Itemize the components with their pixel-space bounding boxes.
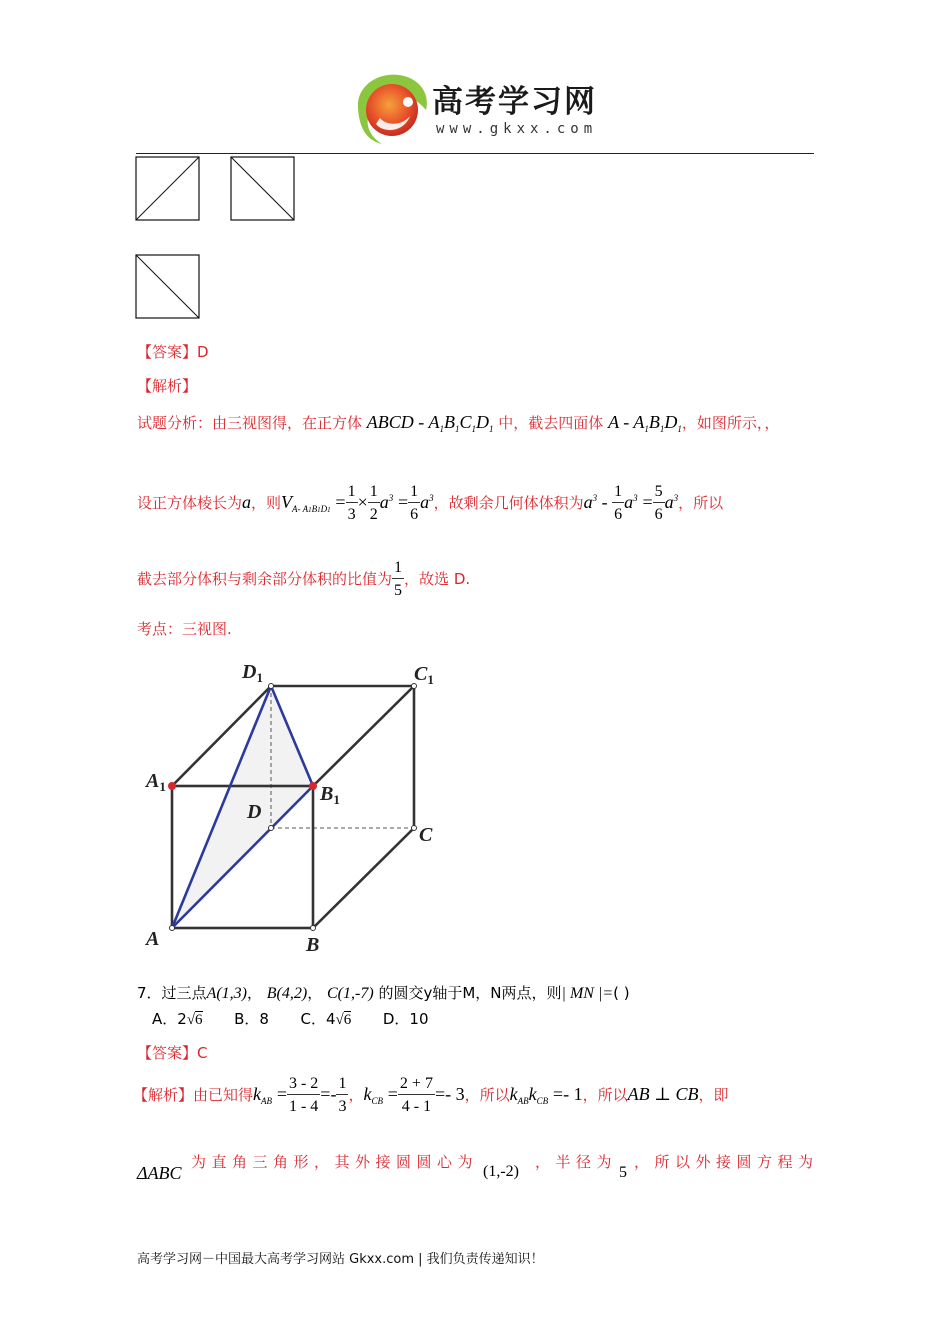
analysis-text: ，如图所示，， [681,414,780,432]
question-text: M，N [462,984,502,1002]
answer-value: C [197,1044,208,1062]
triangle-abc: ΔABC [137,1163,182,1183]
point-b1 [309,782,317,790]
analysis-text: 截去部分体积与剩余部分体积的比值为 [137,570,393,588]
analysis-7-line-1: 【解析】由已知得$k_{AB}$ = $\frac{3 - 2}{1 - 4}$ =- $\frac{1}{3}$ ，$k_{CB}$ = $\frac{2 + 7}{4 - 1}$ =- 3，所以$k_{AB}k_{CB} =- 1$，所以AB ⊥ CB，即 [133,1075,729,1115]
tetra-name: A - $A_1B_1D_1$ [608,412,682,434]
answer-label: 【答案】 [137,343,198,361]
footer-text: 高考学习网－中国最大高考学习网站 Gkxx.com | 我们负责传递知识！ [137,1252,544,1267]
header-logo [346,66,616,152]
analysis-text: 设正方体棱长为 [137,494,243,512]
analysis-text: ，所以 [678,494,724,512]
three-view-front [135,156,201,222]
point-a1 [168,782,176,790]
circle-radius: 5 [619,1164,627,1181]
option-b: B．8 [234,1010,269,1028]
cube-figure [130,655,460,960]
label-d: D [247,801,262,823]
label-c: C [419,824,433,846]
analysis-text: ，所以 [464,1086,510,1104]
analysis-7-line-2b [535,1151,617,1172]
circle-center: (1,-2) [483,1163,519,1180]
logo-title: 高考学习网 [432,84,597,120]
three-view-side [230,156,296,222]
analysis-text: 试题分析：由三视图得，在正方体 [137,414,363,432]
kaodian: 考点：三视图. [137,620,232,638]
point-c-coord: C(1,-7) [327,985,374,1002]
mn-expression: | MN |= [561,985,614,1002]
analysis-text: ，即 [698,1086,729,1104]
question-number: 7． [137,984,162,1002]
answer-value: D [197,343,209,361]
header-rule [136,153,814,154]
option-d: D．10 [382,1010,429,1028]
analysis-label: 【解析】 [137,377,198,395]
three-view-top [135,254,201,320]
analysis-7-line-2 [191,1151,478,1172]
label-c1: $C_1$ [414,663,434,687]
point-a-coord: A(1,3) [206,985,247,1002]
label-d1: $D_1$ [242,661,263,685]
analysis-text: D. [453,570,471,588]
point-b-coord: B(4,2) [266,985,308,1002]
question-text: y [423,984,433,1002]
answer-7-line [137,1042,208,1063]
label-b1: $B_1$ [320,783,340,807]
analysis-line-1 [137,412,779,434]
analysis-text: ，所以 [582,1086,628,1104]
analysis-label: 【解析】 [133,1086,194,1104]
analysis-line-2: 设正方体棱长为a，则$V_{A- A1B1D1}$ = $\frac{1}{3}$ × $\frac{1}{2}$ $a^3$ = $\frac{1}{6}$ $a^3$，故剩余几何体体积为$a^3$ - $\frac{1}{6}$ $a^3$ = $\frac{5}{6}$ $a^3$，所以 [137,483,724,523]
answer-label: 【答案】 [137,1044,198,1062]
question-text: 的圆交 [378,984,424,1002]
option-c: C．4√6 [300,1010,352,1028]
label-a: A [146,928,160,950]
answer-line [137,341,209,362]
question-text: 轴于 [432,984,463,1002]
logo-url: www.gkxx.com [436,121,598,137]
analysis-text: ，半径为 [535,1153,618,1171]
question-7: 7．过三点A(1,3)， B(4,2)， C(1,-7) 的圆交y轴于M，N两点，则| MN |=( ) [137,984,630,1002]
analysis-7-line-2c [634,1151,819,1172]
answer-blank: ( ) [613,984,630,1002]
analysis-text: ，故选 [404,570,450,588]
logo-swirl-icon [346,66,438,152]
analysis-text: 中，截去四面体 [498,414,604,432]
analysis-text: ，则 [251,494,282,512]
analysis-text: ，所以外接圆方程为 [634,1153,819,1171]
analysis-text: 由已知得 [193,1086,254,1104]
analysis-line-3: 截去部分体积与剩余部分体积的比值为 $\frac{1}{5}$ ，故选 D. [137,559,471,599]
analysis-text: 为直角三角形，其外接圆圆心为 [191,1153,479,1171]
option-a: A．2√6 [152,1010,203,1028]
analysis-text: ，故剩余几何体体积为 [433,494,584,512]
question-text: 过三点 [161,984,207,1002]
cube-name: ABCD - $A_1B_1C_1D_1$ [366,412,494,434]
options-7 [152,1008,428,1029]
label-b: B [306,934,320,956]
label-a1: $A_1$ [146,770,166,794]
question-text: 两点，则 [501,984,562,1002]
